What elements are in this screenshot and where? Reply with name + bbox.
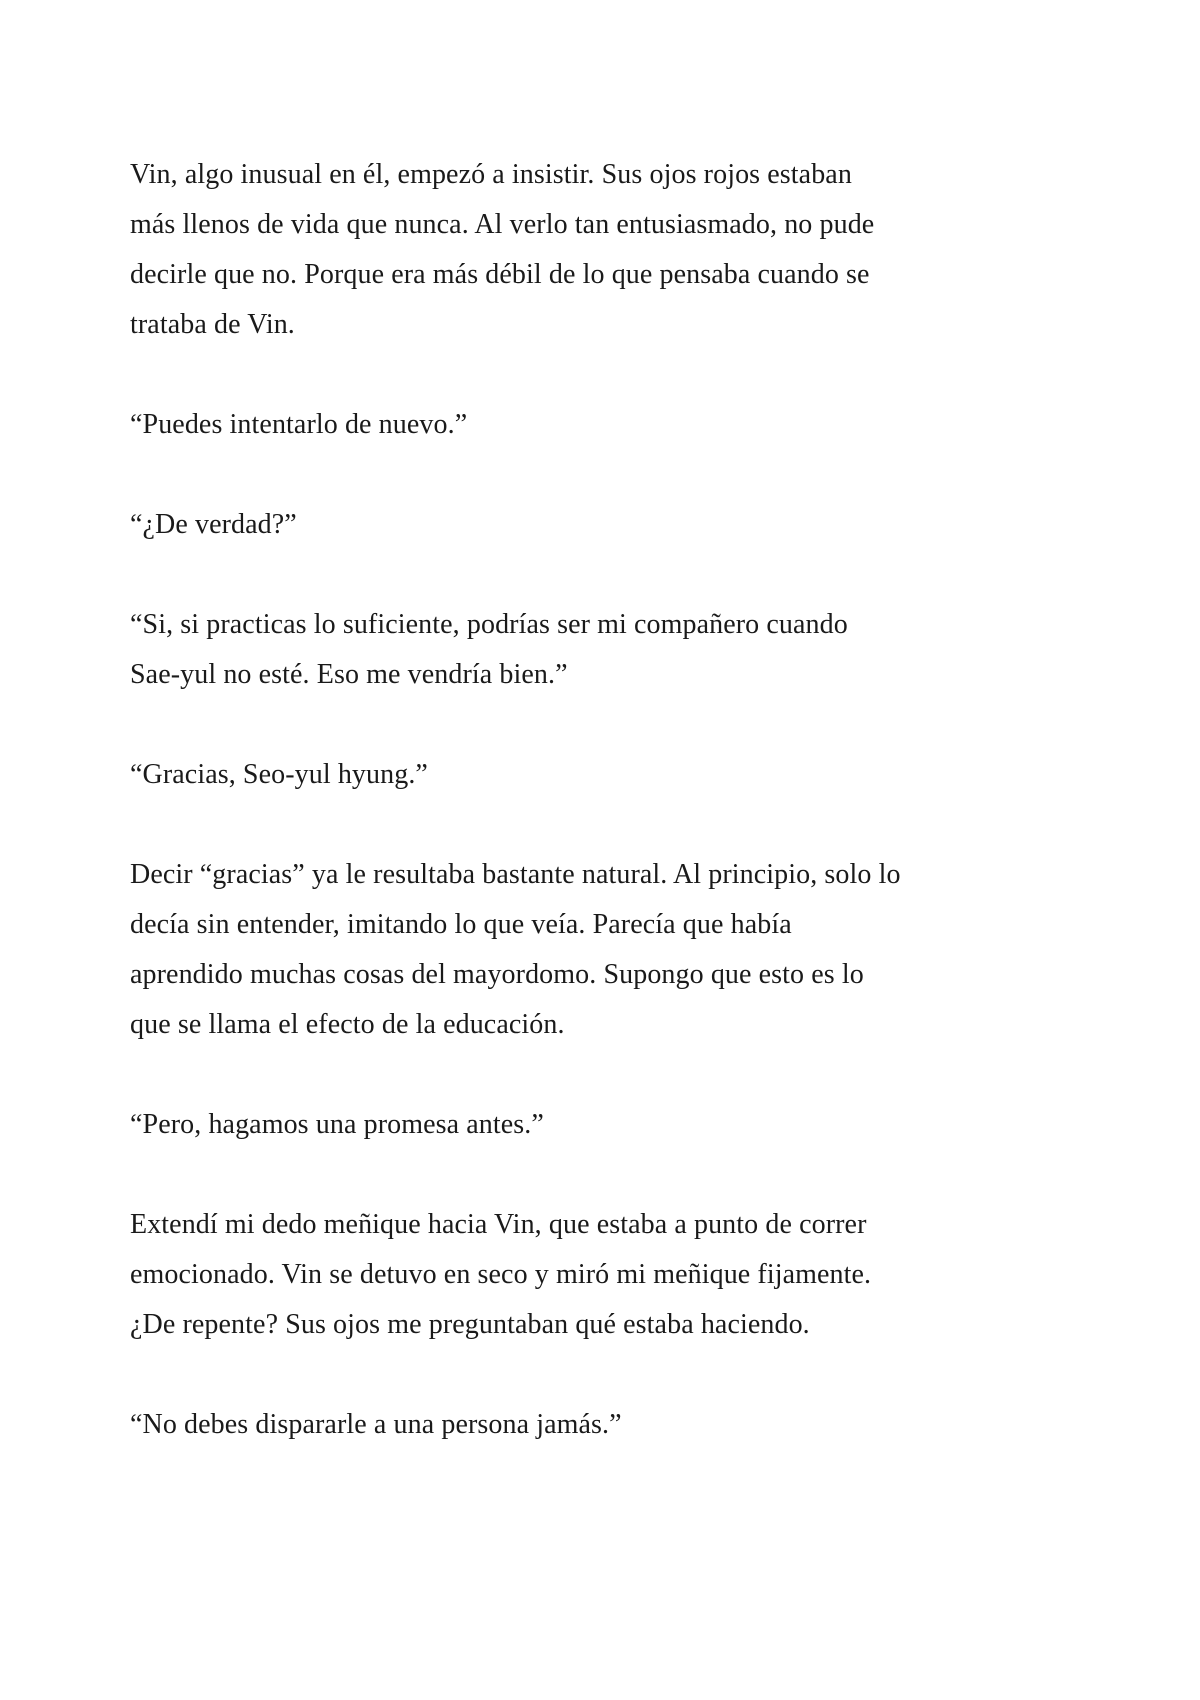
- text-line: “¿De verdad?”: [130, 509, 297, 540]
- document-page: [130, 150, 1070, 1450]
- text-line: Sae-yul no esté. Eso me vendría bien.”: [130, 659, 568, 690]
- text-line: “Pero, hagamos una promesa antes.”: [130, 1109, 544, 1140]
- text-line: Decir “gracias” ya le resultaba bastante natural. Al principio, solo lo: [130, 859, 901, 890]
- paragraph-narration-1: [130, 150, 1070, 350]
- paragraph-dialogue-6: [130, 1400, 1070, 1450]
- paragraph-narration-3: [130, 1200, 1070, 1350]
- text-line: “Puedes intentarlo de nuevo.”: [130, 409, 468, 440]
- text-line: más llenos de vida que nunca. Al verlo tan entusiasmado, no pude: [130, 209, 875, 240]
- text-line: emocionado. Vin se detuvo en seco y miró mi meñique fijamente.: [130, 1259, 872, 1290]
- text-line: aprendido muchas cosas del mayordomo. Supongo que esto es lo: [130, 959, 864, 990]
- paragraph-dialogue-4: [130, 750, 1070, 800]
- paragraph-narration-2: [130, 850, 1070, 1050]
- text-line: Vin, algo inusual en él, empezó a insistir. Sus ojos rojos estaban: [130, 159, 852, 190]
- text-line: que se llama el efecto de la educación.: [130, 1009, 565, 1040]
- text-line: decía sin entender, imitando lo que veía. Parecía que había: [130, 909, 792, 940]
- text-line: “Si, si practicas lo suficiente, podrías ser mi compañero cuando: [130, 609, 848, 640]
- paragraph-dialogue-5: [130, 1100, 1070, 1150]
- text-line: “No debes dispararle a una persona jamás.”: [130, 1409, 622, 1440]
- paragraph-dialogue-2: [130, 500, 1070, 550]
- text-line: decirle que no. Porque era más débil de lo que pensaba cuando se: [130, 259, 870, 290]
- text-line: “Gracias, Seo-yul hyung.”: [130, 759, 428, 790]
- paragraph-dialogue-1: [130, 400, 1070, 450]
- text-line: ¿De repente? Sus ojos me preguntaban qué estaba haciendo.: [130, 1309, 810, 1340]
- text-line: Extendí mi dedo meñique hacia Vin, que estaba a punto de correr: [130, 1209, 867, 1240]
- paragraph-dialogue-3: [130, 600, 1070, 700]
- text-line: trataba de Vin.: [130, 309, 295, 340]
